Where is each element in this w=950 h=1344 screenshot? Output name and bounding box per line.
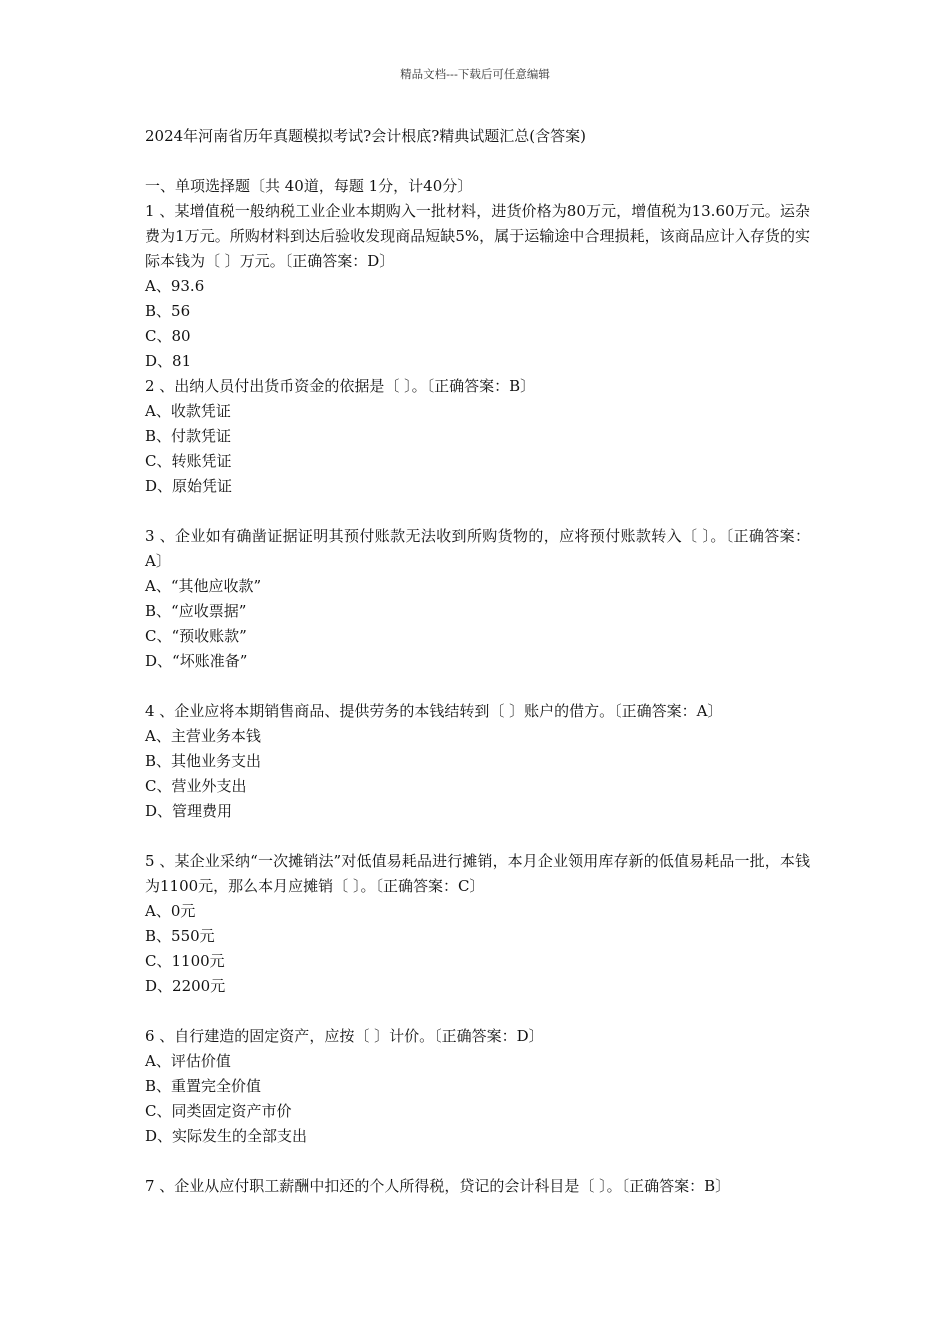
option-c: C、1100元 <box>145 952 225 970</box>
question-7 <box>145 1174 810 1199</box>
option-b: B、付款凭证 <box>145 427 232 445</box>
option-d: D、81 <box>145 352 192 370</box>
option-b: B、“应收票据” <box>145 602 247 620</box>
question-4 <box>145 699 810 824</box>
section-title: 一、单项选择题〔共 40道，每题 1分，计40分〕 <box>145 177 473 195</box>
question-text: 7 、企业从应付职工薪酬中扣还的个人所得税，贷记的会计科目是〔 〕。〔正确答案：B〕 <box>145 1177 731 1195</box>
question-text: 1 、某增值税一般纳税工业企业本期购入一批材料，进货价格为80万元，增值税为13.60万元。运杂费为1万元。所购材料到达后验收发现商品短缺5%，属于运输途中合理损耗，该商品应计入存货的实际本钱为〔 〕万元。〔正确答案：D〕 <box>145 202 810 270</box>
option-a: A、93.6 <box>145 277 205 295</box>
option-c: C、“预收账款” <box>145 627 247 645</box>
option-d: D、2200元 <box>145 977 226 995</box>
question-2 <box>145 374 810 499</box>
page-header: 精品文档---下载后可任意编辑 <box>400 67 550 81</box>
option-b: B、550元 <box>145 927 215 945</box>
question-text: 6 、自行建造的固定资产，应按〔 〕计价。〔正确答案：D〕 <box>145 1027 544 1045</box>
question-3 <box>145 524 810 674</box>
question-text: 5 、某企业采纳“一次摊销法”对低值易耗品进行摊销，本月企业领用库存新的低值易耗品一批，本钱为1100元，那么本月应摊销〔 〕。〔正确答案：C〕 <box>145 852 810 895</box>
option-b: B、其他业务支出 <box>145 752 262 770</box>
option-b: B、56 <box>145 302 191 320</box>
option-c: C、同类固定资产市价 <box>145 1102 292 1120</box>
option-a: A、0元 <box>145 902 196 920</box>
question-text: 4 、企业应将本期销售商品、提供劳务的本钱结转到〔 〕账户的借方。〔正确答案：A〕 <box>145 702 723 720</box>
option-a: A、收款凭证 <box>145 402 231 420</box>
option-d: D、管理费用 <box>145 802 233 820</box>
option-c: C、转账凭证 <box>145 452 232 470</box>
option-d: D、实际发生的全部支出 <box>145 1127 308 1145</box>
option-d: D、“坏账准备” <box>145 652 248 670</box>
option-c: C、80 <box>145 327 191 345</box>
document-title: 2024年河南省历年真题模拟考试?会计根底?精典试题汇总(含答案) <box>145 127 586 145</box>
question-text: 3 、企业如有确凿证据证明其预付账款无法收到所购货物的，应将预付账款转入〔 〕。〔正确答案：A〕 <box>145 527 810 570</box>
question-1 <box>145 199 810 374</box>
option-a: A、主营业务本钱 <box>145 727 261 745</box>
question-text: 2 、出纳人员付出货币资金的依据是〔 〕。〔正确答案：B〕 <box>145 377 536 395</box>
question-5 <box>145 849 810 999</box>
option-a: A、评估价值 <box>145 1052 231 1070</box>
option-a: A、“其他应收款” <box>145 577 262 595</box>
option-b: B、重置完全价值 <box>145 1077 262 1095</box>
option-d: D、原始凭证 <box>145 477 233 495</box>
option-c: C、营业外支出 <box>145 777 247 795</box>
document-body <box>145 124 810 1199</box>
question-6 <box>145 1024 810 1149</box>
